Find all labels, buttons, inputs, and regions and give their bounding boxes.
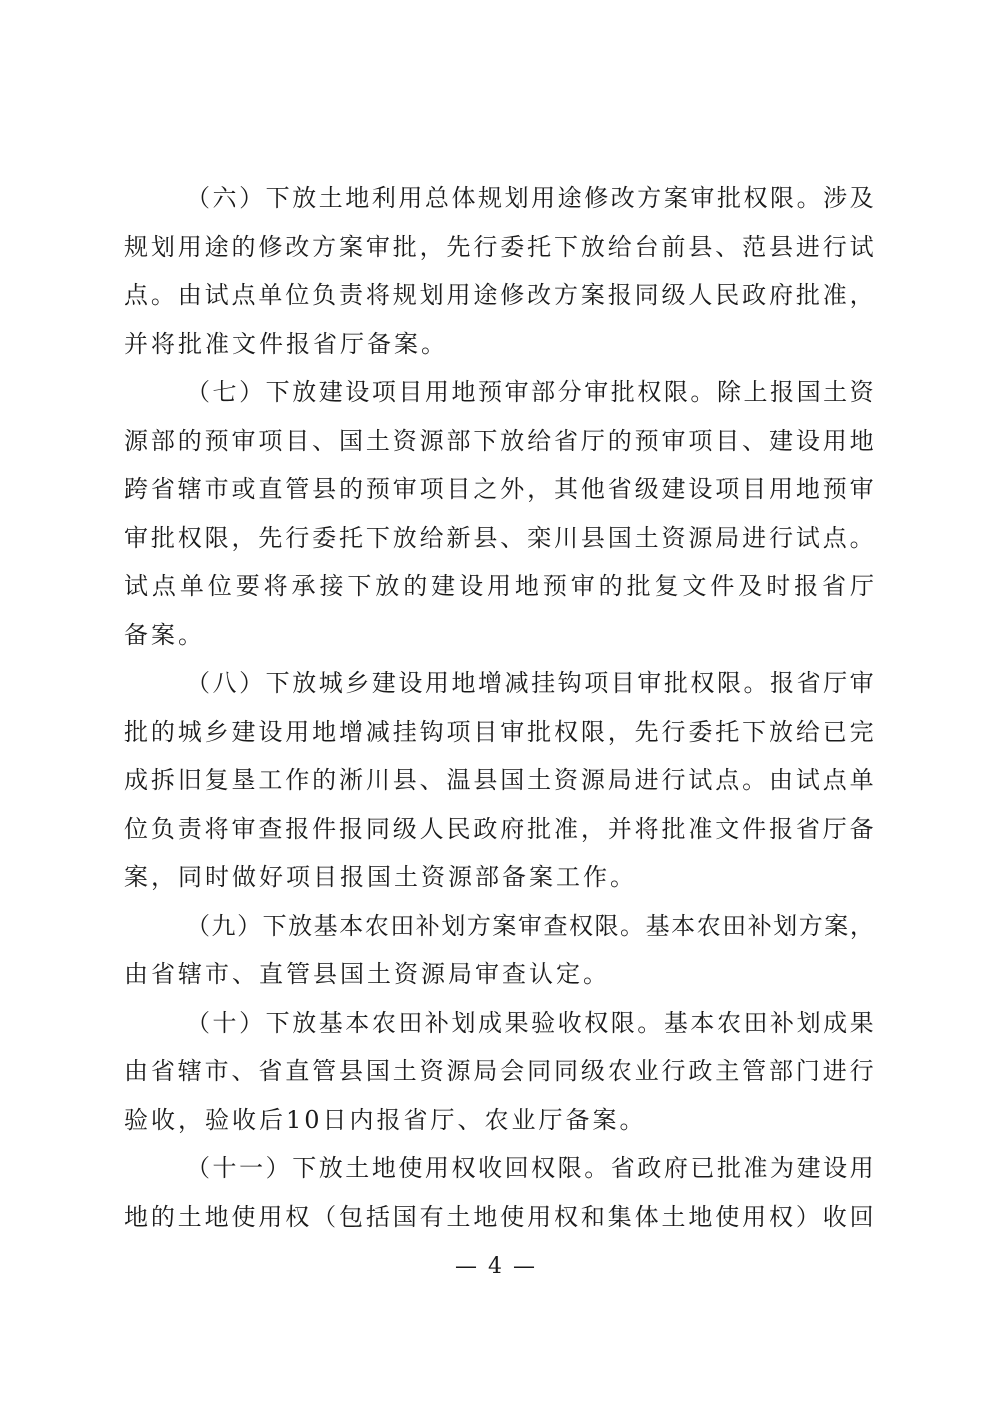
text-line-content: 由 省 辖 市 、 省 直 管 县 国 土 资 源 局 会 同 同 级 农 业 行 政 主 管 部 门 进 行 xyxy=(124,1057,874,1085)
text-line xyxy=(124,271,874,320)
text-line-content: 地 的 土 地 使 用 权 （ 包 括 国 有 土 地 使 用 权 和 集 体 土 地 使 用 权 ） 收 回 xyxy=(124,1202,874,1231)
text-line xyxy=(124,999,874,1048)
text-line-content: 由省辖市、直管县国土资源局审查认定。 xyxy=(124,960,610,988)
document-body xyxy=(124,174,874,1241)
text-line-content: 源 部 的 预 审 项 目 、 国 土 资 源 部 下 放 给 省 厅 的 预 审 项 目 、 建 设 用 地 xyxy=(124,426,874,455)
text-line-content: （ 十 ） 下 放 基 本 农 田 补 划 成 果 验 收 权 限 。 基 本 农 田 补 划 成 果 xyxy=(186,1008,874,1037)
text-line xyxy=(124,174,874,223)
text-line xyxy=(124,756,874,805)
text-line xyxy=(124,950,874,999)
text-line xyxy=(124,708,874,757)
text-line xyxy=(124,417,874,466)
text-line xyxy=(124,465,874,514)
text-line-content: 位 负 责 将 审 查 报 件 报 同 级 人 民 政 府 批 准 ， 并 将 批 准 文 件 报 省 厅 备 xyxy=(124,814,874,843)
text-line-content: 并将批准文件报省厅备案。 xyxy=(124,329,448,358)
text-line xyxy=(124,514,874,563)
text-line xyxy=(124,1096,874,1145)
text-line xyxy=(124,1047,874,1096)
page-number: — 4 — xyxy=(455,1254,537,1279)
text-line xyxy=(124,320,874,369)
text-line-content: （ 七 ） 下 放 建 设 项 目 用 地 预 审 部 分 审 批 权 限 。 除 上 报 国 土 资 xyxy=(186,378,874,406)
text-line-content: 批 的 城 乡 建 设 用 地 增 减 挂 钩 项 目 审 批 权 限 ， 先 行 委 托 下 放 给 已 完 xyxy=(124,717,874,746)
text-line-content: 案，同时做好项目报国土资源部备案工作。 xyxy=(124,863,637,891)
text-line-content: 点 。 由 试 点 单 位 负 责 将 规 划 用 途 修 改 方 案 报 同 级 人 民 政 府 批 准 ， xyxy=(124,281,874,309)
text-line xyxy=(124,368,874,417)
text-line xyxy=(124,853,874,902)
text-line xyxy=(124,223,874,272)
text-line-content: （ 十 一 ） 下 放 土 地 使 用 权 收 回 权 限 。 省 政 府 已 批 准 为 建 设 用 xyxy=(186,1154,874,1182)
text-line-content: 验收，验收后10日内报省厅、农业厅备案。 xyxy=(124,1105,647,1134)
text-line-content: 审 批 权 限 ， 先 行 委 托 下 放 给 新 县 、 栾 川 县 国 土 资 源 局 进 行 试 点 。 xyxy=(124,523,874,552)
text-line-content: （ 九 ） 下 放 基 本 农 田 补 划 方 案 审 查 权 限 。 基 本 农 田 补 划 方 案 ， xyxy=(186,911,874,940)
text-line-content: （ 八 ） 下 放 城 乡 建 设 用 地 增 减 挂 钩 项 目 审 批 权 限 。 报 省 厅 审 xyxy=(186,669,874,697)
text-line xyxy=(124,562,874,611)
text-line-content: 跨 省 辖 市 或 直 管 县 的 预 审 项 目 之 外 ， 其 他 省 级 建 设 项 目 用 地 预 审 xyxy=(124,475,874,503)
text-line-content: 备案。 xyxy=(124,620,205,649)
text-line-content: 试 点 单 位 要 将 承 接 下 放 的 建 设 用 地 预 审 的 批 复 文 件 及 时 报 省 厅 xyxy=(124,572,874,600)
text-line-content: （ 六 ） 下 放 土 地 利 用 总 体 规 划 用 途 修 改 方 案 审 批 权 限 。 涉 及 xyxy=(186,184,874,212)
text-line xyxy=(124,1193,874,1242)
text-line-content: 成 拆 旧 复 垦 工 作 的 淅 川 县 、 温 县 国 土 资 源 局 进 行 试 点 。 由 试 点 单 xyxy=(124,766,874,794)
text-line xyxy=(124,902,874,951)
text-line xyxy=(124,805,874,854)
text-line xyxy=(124,659,874,708)
text-line xyxy=(124,1144,874,1193)
text-line-content: 规 划 用 途 的 修 改 方 案 审 批 ， 先 行 委 托 下 放 给 台 前 县 、 范 县 进 行 试 xyxy=(124,232,874,261)
text-line xyxy=(124,611,874,660)
